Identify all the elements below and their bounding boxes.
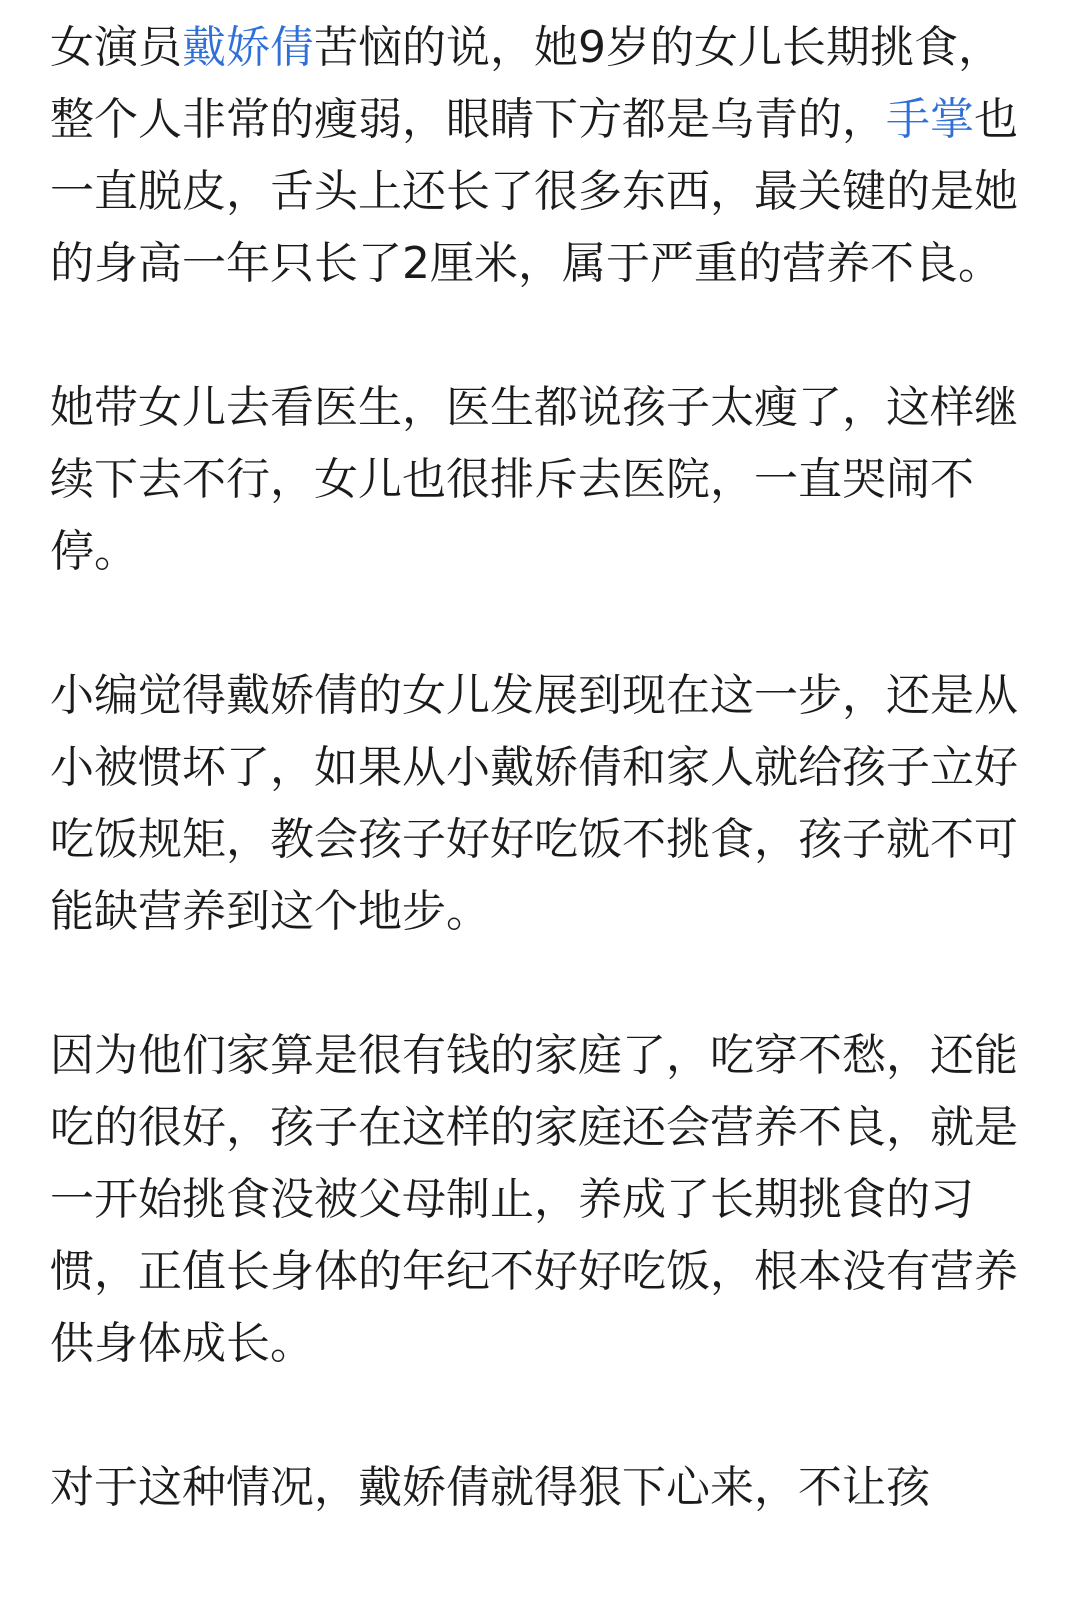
paragraph-text: 女演员 — [50, 22, 182, 73]
paragraph-5: 对于这种情况，戴娇倩就得狠下心来，不让孩 — [50, 1462, 930, 1513]
link-dai-jiaoqian[interactable]: 戴娇倩 — [182, 22, 314, 73]
link-palm[interactable]: 手掌 — [886, 94, 974, 145]
paragraph-4: 因为他们家算是很有钱的家庭了，吃穿不愁，还能吃的很好，孩子在这样的家庭还会营养不良，就是一开始挑食没被父母制止，养成了长期挑食的习惯，正值长身体的年纪不好好吃饭，根本没有营养供身体成长。 — [50, 1030, 1018, 1369]
paragraph-3: 小编觉得戴娇倩的女儿发展到现在这一步，还是从小被惯坏了，如果从小戴娇倩和家人就给孩子立好吃饭规矩，教会孩子好好吃饭不挑食，孩子就不可能缺营养到这个地步。 — [50, 670, 1018, 937]
paragraph-text: 也一直脱皮，舌头上还长了很多东西，最关键的是她的身高一年只长了2厘米，属于严重的营养不良。 — [50, 94, 1018, 289]
paragraph-2: 她带女儿去看医生，医生都说孩子太瘦了，这样继续下去不行，女儿也很排斥去医院，一直哭闹不停。 — [50, 382, 1018, 577]
article-body — [50, 12, 1040, 1596]
paragraph-1 — [50, 12, 1040, 300]
paragraph-text: 苦恼的说，她9岁的女儿长期挑食，整个人非常的瘦弱，眼睛下方都是乌青的， — [50, 22, 1002, 145]
